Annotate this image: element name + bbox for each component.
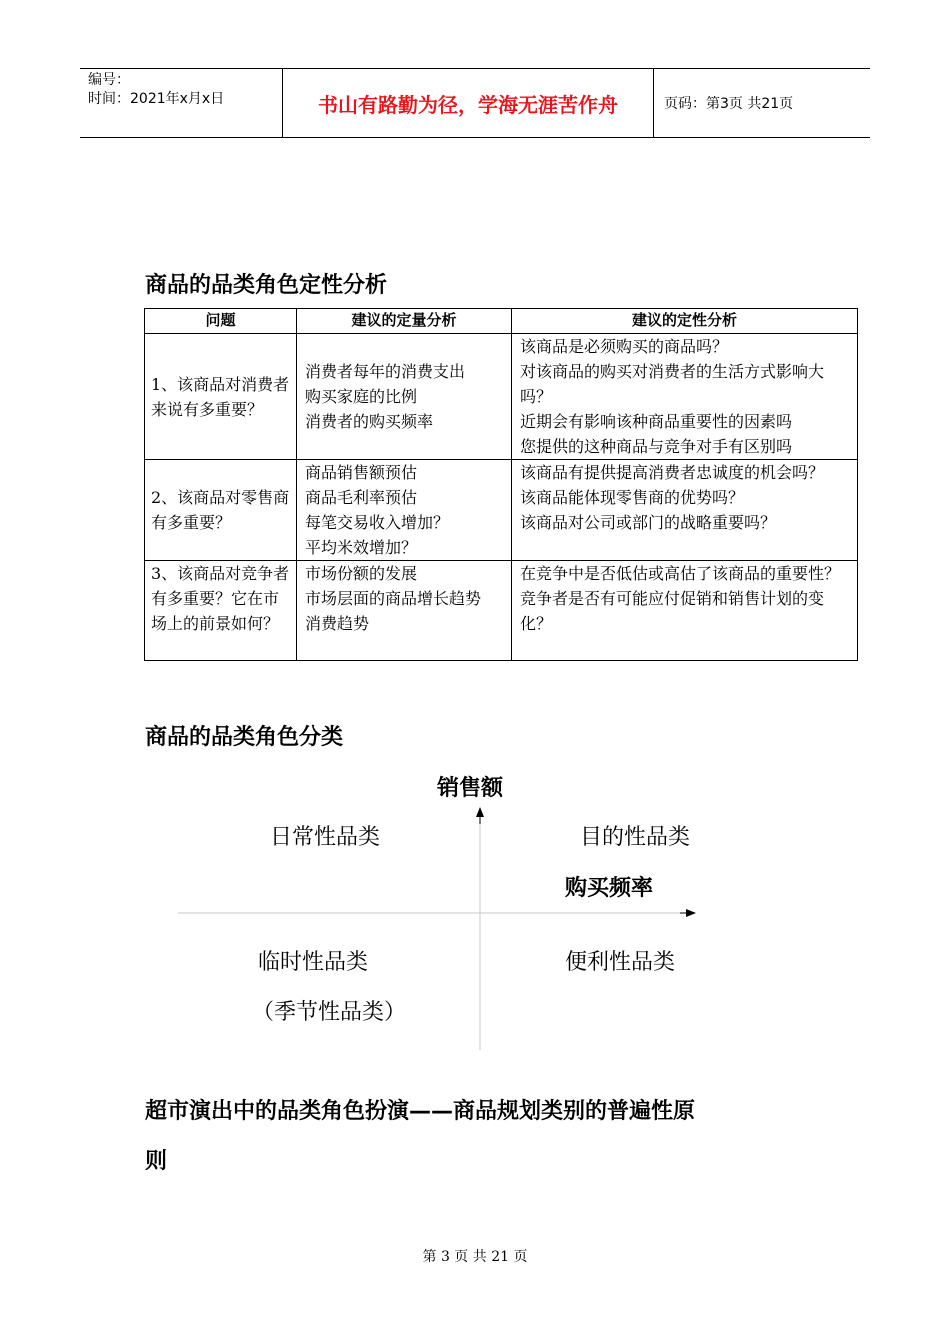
- question-text: 2、该商品对零售商有多重要？: [151, 488, 290, 532]
- question-text: 1、该商品对消费者来说有多重要？: [151, 374, 290, 419]
- quantitative-item: 消费者的购买频率: [305, 412, 434, 431]
- section-title-qualitative-analysis: 商品的品类角色定性分析: [145, 273, 388, 298]
- qualitative-item: 您提供的这种商品与竞争对手有区别吗: [520, 437, 793, 456]
- qualitative-item: 对该商品的购买对消费者的生活方式影响大吗？: [520, 362, 825, 406]
- x-axis-label: 购买频率: [565, 876, 654, 901]
- column-header-question: 问题: [145, 309, 297, 334]
- header-motto: 书山有路勤为径，学海无涯苦作舟: [282, 69, 654, 137]
- quantitative-item: 市场层面的商品增长趋势: [305, 589, 482, 608]
- question-text: 3、该商品对竞争者有多重要？它在市场上的前景如何？: [151, 564, 290, 633]
- section-title-role-classification: 商品的品类角色分类: [145, 725, 344, 750]
- quadrant-top-right: 目的性品类: [580, 825, 691, 850]
- column-header-quantitative: 建议的定量分析: [297, 309, 512, 334]
- qualitative-item: 该商品有提供提高消费者忠诚度的机会吗？: [520, 463, 825, 482]
- quantitative-item: 消费者每年的消费支出: [305, 362, 466, 381]
- quantitative-item: 平均米效增加？: [305, 538, 418, 557]
- quadrant-bottom-left: 临时性品类: [258, 950, 369, 975]
- quantitative-item: 消费趋势: [305, 614, 370, 633]
- qualitative-item: 该商品对公司或部门的战略重要吗？: [520, 513, 777, 532]
- quantitative-item: 商品毛利率预估: [305, 488, 418, 507]
- column-header-qualitative: 建议的定性分析: [512, 309, 858, 334]
- qualitative-item: 近期会有影响该种商品重要性的因素吗: [520, 412, 793, 431]
- qualitative-item: 在竞争中是否低估或高估了该商品的重要性？: [520, 564, 841, 583]
- quantitative-item: 每笔交易收入增加？: [305, 513, 450, 532]
- quadrant-top-left: 日常性品类: [270, 825, 381, 850]
- qualitative-item: 竞争者是否有可能应付促销和销售计划的变化？: [520, 589, 825, 633]
- section-title-role-playing-line1: 超市演出中的品类角色扮演——商品规划类别的普遍性原: [145, 1099, 696, 1124]
- quadrant-bottom-right: 便利性品类: [565, 950, 676, 975]
- quantitative-item: 市场份额的发展: [305, 564, 418, 583]
- page-footer: 第 3 页 共 21 页: [422, 1249, 528, 1265]
- time-label: 时间：2021年x月x日: [88, 91, 225, 107]
- header-page-info: 页码：第3页 共21页: [664, 96, 794, 112]
- y-axis-label: 销售额: [437, 776, 504, 801]
- quadrant-bottom-left-sub: （季节性品类）: [252, 1000, 407, 1025]
- section-title-role-playing-line2: 则: [145, 1149, 168, 1174]
- qualitative-item: 该商品能体现零售商的优势吗？: [520, 488, 745, 507]
- qualitative-item: 该商品是必须购买的商品吗？: [520, 337, 729, 356]
- quantitative-item: 商品销售额预估: [305, 463, 418, 482]
- number-label: 编号：: [88, 72, 130, 88]
- quantitative-item: 购买家庭的比例: [305, 387, 418, 406]
